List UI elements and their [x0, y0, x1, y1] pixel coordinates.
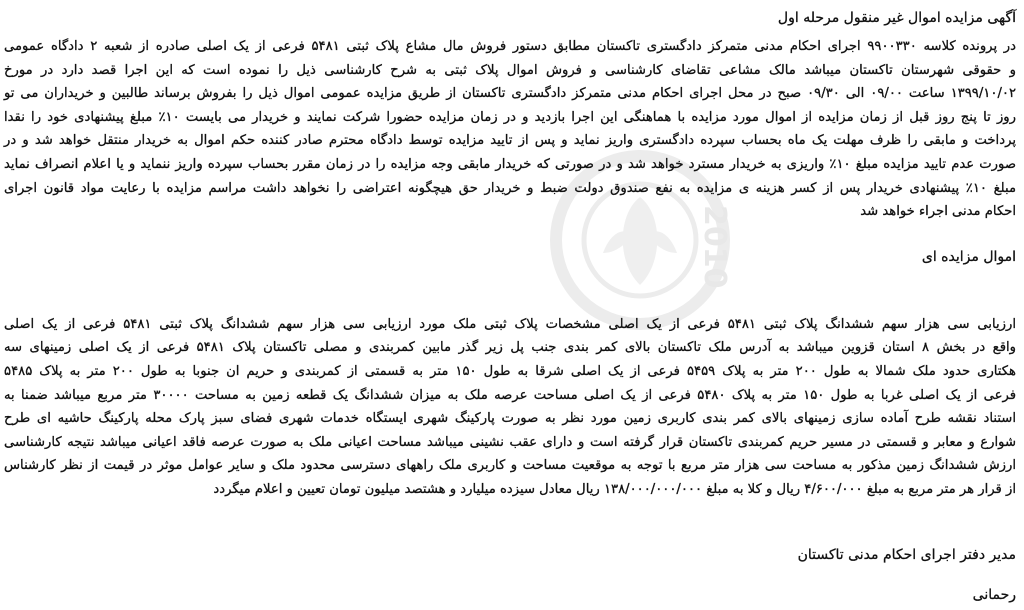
paragraph-line: ارزیابی سی هزار سهم ششدانگ پلاک ثبتی ۵۴۸۱ فرعی از یک اصلی مشخصات پلاک ثبتی ملک مورد ارزیابی سی هزار سهم ششدانگ پلاک ثبتی ۵۴۸۱ فرعی از یک اصلی — [4, 316, 1016, 332]
section-heading: اموال مزایده ای — [921, 248, 1016, 265]
paragraph-line: استناد نقشه طرح آماده سازی زمینهای بالای کمر بندی کاربری زمین مورد نظر به صورت پارکینگ شهری ایستگاه خدمات شهری فضای سبز پارک محله پارکینگ حاشیه ای طرح — [4, 411, 1016, 427]
spacer — [4, 567, 1016, 583]
spacer — [4, 502, 1016, 543]
paragraph-line: ۱۳۹۹/۱۰/۰۲ ساعت ۰۹/۰۰ الی ۰۹/۳۰ صبح در محل اجرای احکام مدنی متمرکز دادگستری تاکستان از طریق مزایده عمومی اموال ذیل را بفروش برساند طالبین و خریداران می تو — [4, 86, 1017, 102]
notice-paragraph-property — [4, 313, 1016, 502]
paragraph-line: هکتاری حدود ملک شمالا به طول ۲۰۰ متر به پلاک ۵۴۵۹ فرعی از یک اصلی شرقا به طول ۱۵۰ متر به قسمتی از کمربندی و حریم ان جنوبا به طول ۲۰۰ متر به پلاک ۵۴۸۵ — [4, 363, 1016, 379]
paragraph-line: از قرار هر متر مربع به مبلغ ۴/۶۰۰/۰۰۰ ریال و کلا به مبلغ ۱۳۸/۰۰۰/۰۰۰/۰۰۰ ریال معادل سیزده میلیارد و هشتصد میلیون تومان تعیین و اعلام میگردد — [213, 481, 1016, 497]
paragraph-line: صورت عدم تایید مزایده مبلغ ۱۰٪ واریزی به خریدار مسترد خواهد شد و در صورتی که خریدار مابقی وجه مزایده را در زمان مقرر بحساب سپرده واریز ننماید و یا اعلام انصراف نماید — [4, 156, 1016, 172]
paragraph-line: و حقوقی شهرستان تاکستان میباشد مالک مشاعی تقاضای کارشناسی و فروش اموال پلاک ثبتی به شرح کارشناسی ذیل را نموده است که این اجرا قصد دارد در مورخ — [4, 62, 1016, 78]
paragraph-line: در پرونده کلاسه ۹۹۰۰۳۳۰ اجرای احکام مدنی متمرکز دادگستری تاکستان مطابق دستور فروش مال مشاع پلاک ثبتی ۵۴۸۱ فرعی از یک اصلی صادره از شعبه ۲ دادگاه عمومی — [4, 39, 1017, 54]
signature-office: مدیر دفتر اجرای احکام مدنی تاکستان — [797, 546, 1016, 563]
notice-title: آگهی مزایده اموال غیر منقول مرحله اول — [777, 10, 1016, 26]
paragraph-line: واقع در بخش ۸ استان قزوین میباشد به آدرس ملک تاکستان بالای کمر بندی جنب پل زیر گذر مابین کمربندی و مصلی تاکستان پلاک ۵۴۸۱ فرعی از یک اصلی زمینهای سه — [4, 340, 1016, 356]
paragraph-line: مبلغ ۱۰٪ پیشنهادی خریدار پس از کسر هزینه ی مزایده به نفع صندوق دولت ضبط و خریدار حق هیچگونه اعتراضی را نخواهد داشت مراسم مزایده با رعایت مواد قانون اجرای — [4, 180, 1017, 196]
paragraph-line: پرداخت و مابقی را ظرف مهلت یک ماه بحساب سپرده دادگستری واریز نماید و پس از تایید مزایده توسط دادگاه محترم صادر کننده حکم اموال به خریدار منتقل خواهد شد و در — [4, 133, 1016, 149]
spacer — [4, 224, 1016, 245]
paragraph-line: فرعی از یک اصلی غربا به طول ۱۵۰ متر به پلاک ۵۴۸۰ فرعی از یک اصلی مساحت عرصه ملک به میزان ششدانگ یک قطعه زمین به مساحت ۳۰۰۰۰ متر مربع میباشد ضمنا به — [4, 387, 1016, 403]
spacer — [4, 269, 1016, 313]
paragraph-line: شوارع و معابر و قسمتی در مسیر حریم کمربندی تاکستان قرار گرفته است و دارای عقب نشینی میباشد مساحت اعیانی ملک به صورت عرصه فاقد اعیانی میباشد نتیجه کارشناسی — [4, 434, 1016, 450]
notice-paragraph-terms — [4, 35, 1016, 224]
paragraph-line: ارزش ششدانگ زمین مذکور به مساحت سی هزار متر مربع با توجه به موقعیت مساحت و کاربری ملک راههای دسترسی محدود ملک و سایر عوامل موثر در قیمت از نظر کارشناس — [4, 458, 1016, 474]
paragraph-line: روز تا پنج روز قبل از زمان مزایده از اموال مورد مزایده با هماهنگی این اجرا بازدید و در زمان مزایده حضورا شرکت نمایند و خریدار می بایست ۱۰٪ مبلغ پیشنهادی خود را نقدا — [4, 109, 1016, 125]
signature-name: رحمانی — [972, 586, 1016, 603]
watermark-year: 2010 — [697, 205, 732, 289]
paragraph-line: احکام مدنی اجراء خواهد شد — [860, 204, 1016, 220]
